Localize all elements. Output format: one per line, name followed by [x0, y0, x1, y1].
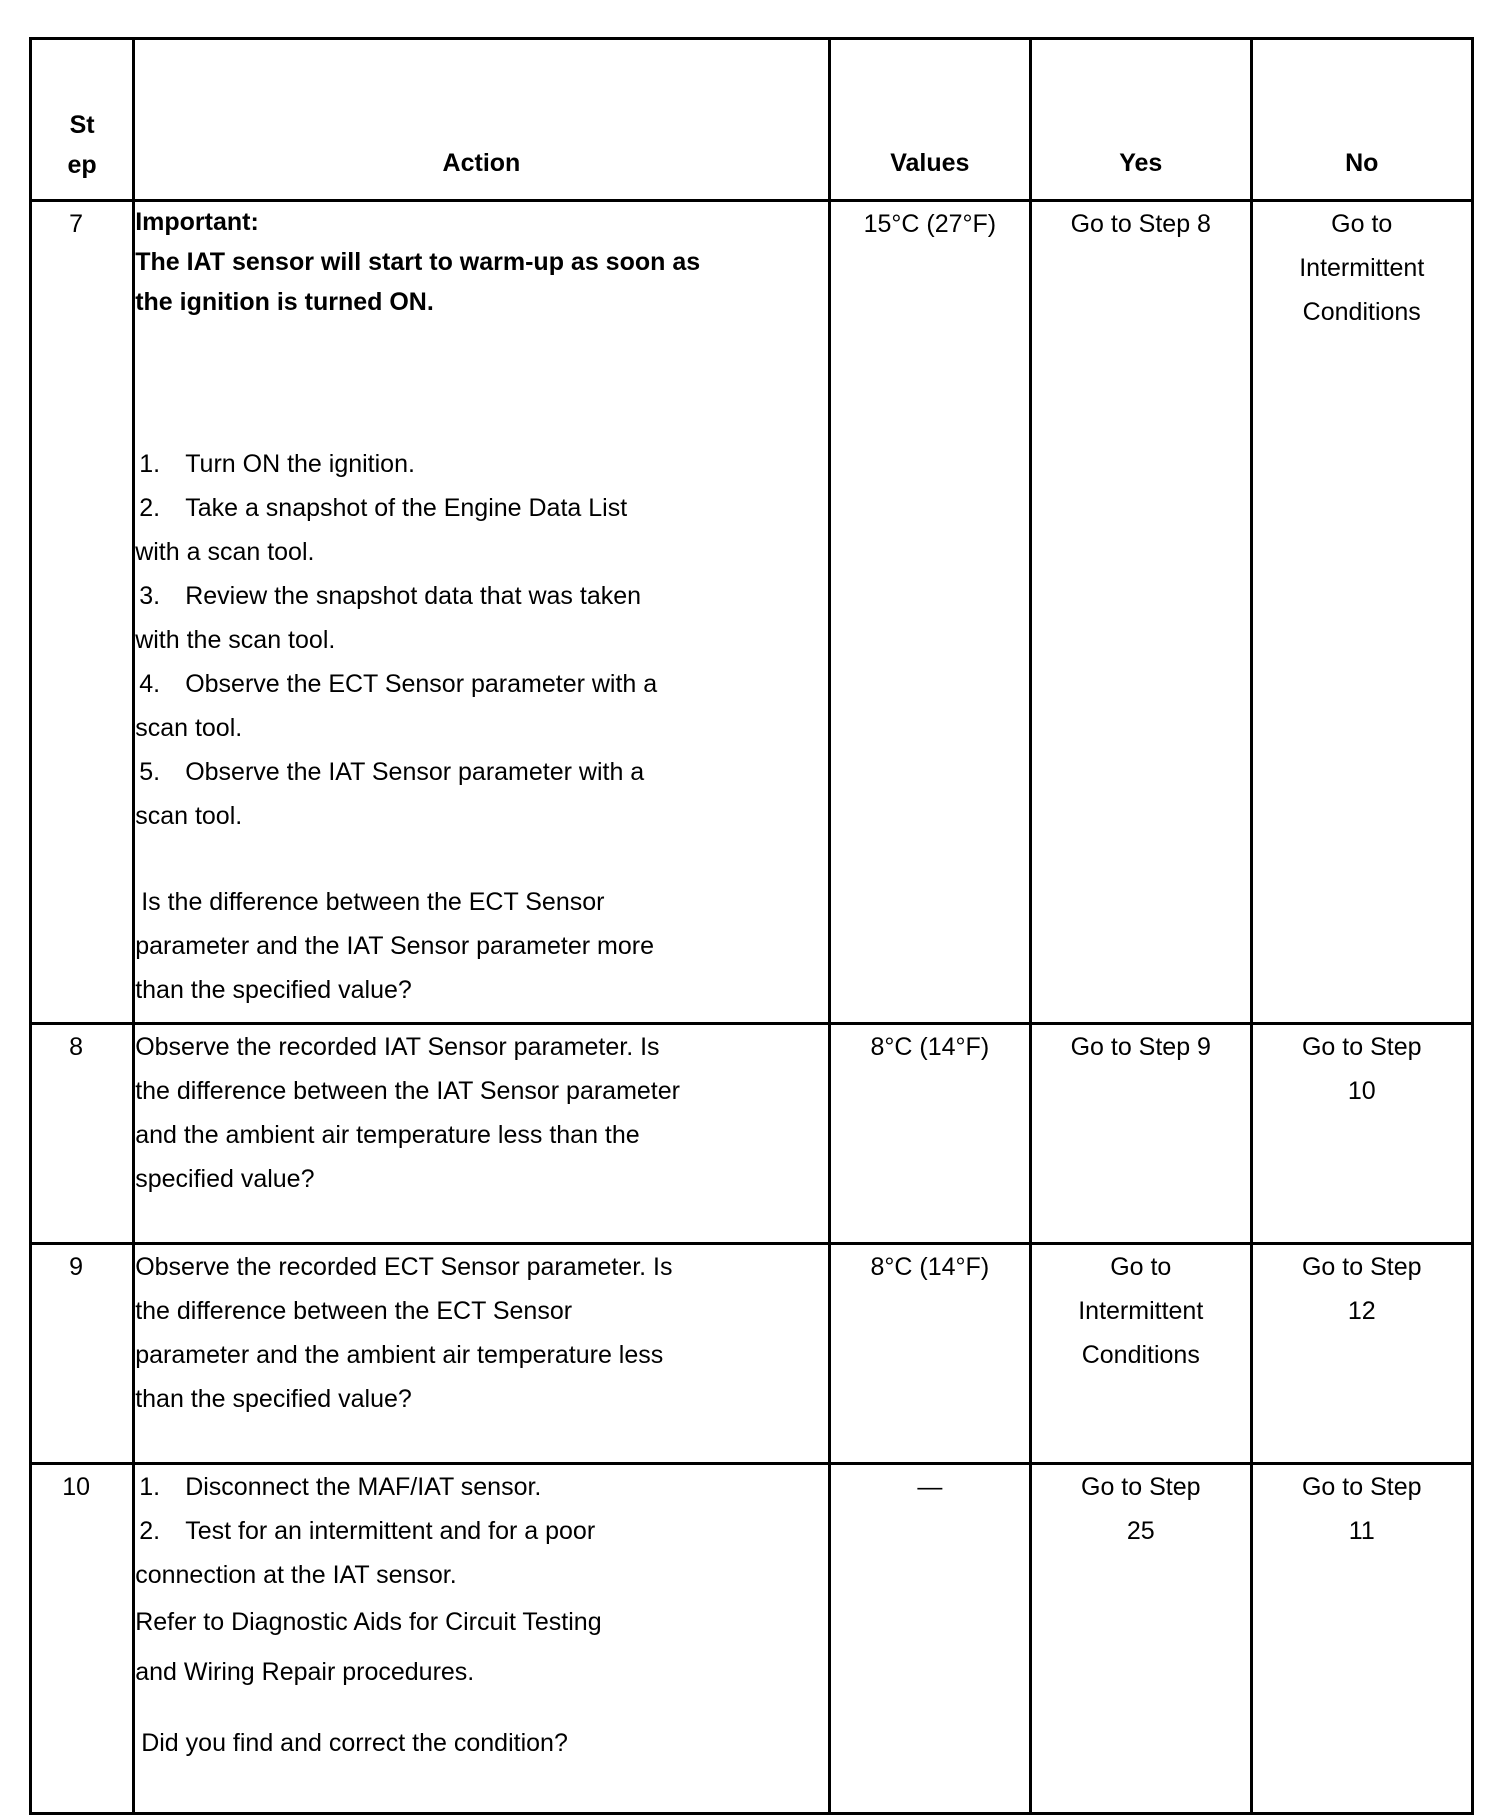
reference-line: Refer to Diagnostic Aids for Circuit Testing: [135, 1608, 602, 1636]
no-cell: Go to Intermittent Conditions: [1251, 201, 1473, 1024]
header-row: [31, 39, 1473, 201]
header-values: Values: [829, 39, 1030, 201]
table-row-step-8: [31, 1024, 1473, 1244]
no-cell: Go to Step 12: [1251, 1244, 1473, 1464]
value-cell: —: [829, 1464, 1030, 1814]
procedure-list: [135, 442, 827, 838]
header-no: No: [1251, 39, 1473, 201]
reference-line: and Wiring Repair procedures.: [135, 1658, 475, 1686]
step-number: 10: [31, 1464, 134, 1814]
table-row-step-9: [31, 1244, 1473, 1464]
list-item: 1. Turn ON the ignition.: [139, 450, 415, 478]
yes-cell: Go to Intermittent Conditions: [1031, 1244, 1251, 1464]
list-item: with a scan tool.: [135, 538, 315, 566]
action-cell: Observe the recorded ECT Sensor parameter. Is the difference between the ECT Sensor parameter and the ambient air temperature less than the specified value?: [134, 1244, 829, 1464]
table-row-step-7: [31, 201, 1473, 1024]
list-item: connection at the IAT sensor.: [135, 1561, 457, 1589]
list-item: 3. Review the snapshot data that was taken: [139, 582, 642, 610]
value-cell: 8°C (14°F): [829, 1024, 1030, 1244]
list-item: 2. Take a snapshot of the Engine Data List: [139, 494, 628, 522]
question-line: Is the difference between the ECT Sensor: [141, 888, 605, 916]
list-item: 5. Observe the IAT Sensor parameter with a: [139, 758, 645, 786]
action-cell: [134, 1464, 829, 1814]
yes-cell: Go to Step 9: [1031, 1024, 1251, 1244]
list-item: 2. Test for an intermittent and for a poor: [139, 1517, 596, 1545]
question-line: than the specified value?: [135, 976, 412, 1004]
action-cell: [134, 201, 829, 1024]
important-title: Important:: [135, 208, 259, 236]
list-item: with the scan tool.: [135, 626, 336, 654]
action-cell: Observe the recorded IAT Sensor parameter. Is the difference between the IAT Sensor parameter and the ambient air temperature less than the specified value?: [134, 1024, 829, 1244]
step-number: 9: [31, 1244, 134, 1464]
diagnostic-table: [29, 37, 1474, 1815]
value-cell: 15°C (27°F): [829, 201, 1030, 1024]
list-item: 1. Disconnect the MAF/IAT sensor.: [139, 1473, 542, 1501]
yes-cell: Go to Step 8: [1031, 201, 1251, 1024]
step-number: 7: [31, 201, 134, 1024]
value-cell: 8°C (14°F): [829, 1244, 1030, 1464]
header-step: St ep: [31, 39, 134, 201]
step-number: 8: [31, 1024, 134, 1244]
question-line: parameter and the IAT Sensor parameter more: [135, 932, 654, 960]
table-row-step-10: [31, 1464, 1473, 1814]
list-item: 4. Observe the ECT Sensor parameter with a: [139, 670, 658, 698]
no-cell: Go to Step 11: [1251, 1464, 1473, 1814]
header-yes: Yes: [1031, 39, 1251, 201]
header-action: Action: [134, 39, 829, 201]
yes-cell: Go to Step 25: [1031, 1464, 1251, 1814]
list-item: scan tool.: [135, 802, 243, 830]
important-text-line: the ignition is turned ON.: [135, 288, 434, 316]
list-item: scan tool.: [135, 714, 243, 742]
procedure-list: [135, 1465, 827, 1597]
no-cell: Go to Step 10: [1251, 1024, 1473, 1244]
question-line: Did you find and correct the condition?: [141, 1729, 568, 1757]
important-text-line: The IAT sensor will start to warm-up as soon as: [135, 248, 701, 276]
